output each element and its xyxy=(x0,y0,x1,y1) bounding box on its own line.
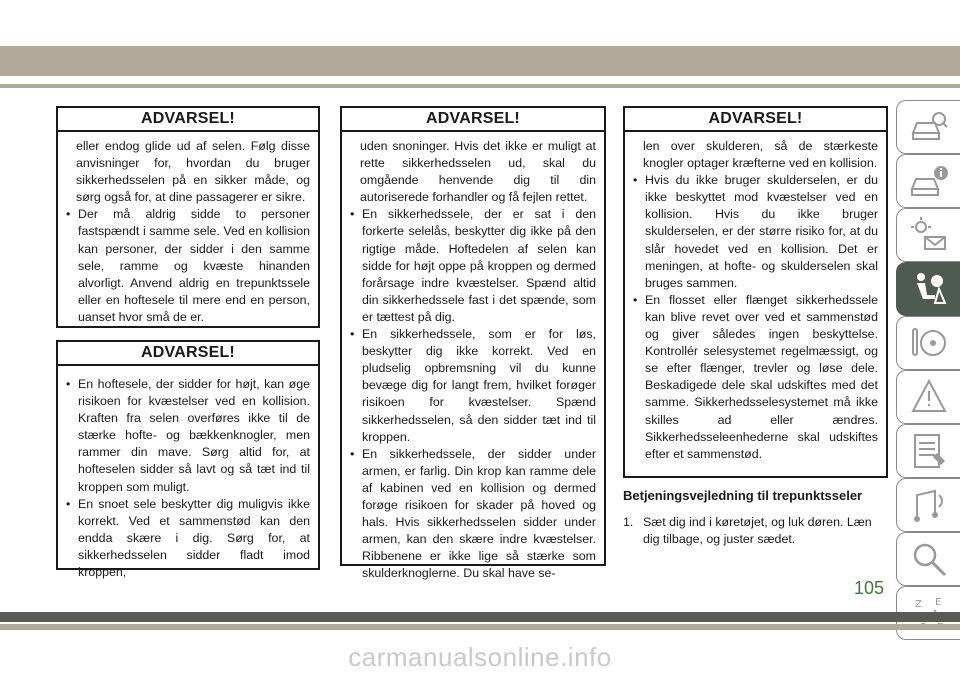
warning-bullet: • Hvis du ikke bruger skulderselen, er du ikke beskyttet mod kvæstelser ved en kollision. Hvis du ikke bruger skulderselen, er der større risiko for, at du slår hovedet ved en kollision. Det er meningen, at hofte- og skulderselen skal bruges sammen. xyxy=(633,172,878,292)
car-info-icon[interactable] xyxy=(896,154,960,208)
top-margin xyxy=(0,0,960,44)
warning-bullet: • En sikkerhedssele, som er for løs, beskytter dig ikke korrekt. Ved en pludselig opbremsning vil du kunne bevæge dig for langt frem, hvilket forøger risikoen for kvæstelser. Spænd sikkerhedsselen, så den sidder tæt ind til kroppen. xyxy=(350,326,596,446)
warning-bullet: • En flosset eller flænget sikkerhedssele kan blive revet over ved et sammenstød og giver således ingen beskyttelse. Kontrollér selesystemet regelmæssigt, og se efter flænger, trevler og løse dele. Beskadigede dele skal udskiftes med det samme. Sikkerhedsselesystemet må ikke skilles ad eller ændres. Sikkerhedsseleenhederne skal udskiftes efter et sammenstød. xyxy=(633,292,878,463)
warning-title: ADVARSEL! xyxy=(58,342,318,366)
warning-text: len over skulderen, så de stærkeste knogler optager kræfterne ved en kollision. xyxy=(643,139,878,171)
step-item xyxy=(623,514,888,548)
warning-title: ADVARSEL! xyxy=(58,108,318,132)
warning-title: ADVARSEL! xyxy=(342,108,604,132)
steering-controls-icon[interactable] xyxy=(896,316,960,370)
warning-text: uden snoninger. Hvis det ikke er muligt at rette sikkerhedsselen ud, skal du omgående henvende dig til din autoriserede forhandler og få fejlen rettet. xyxy=(360,139,596,205)
footer-rule xyxy=(0,624,960,630)
header-rule xyxy=(0,84,960,88)
page-number: 105 xyxy=(854,578,885,598)
warning-bullet: • En sikkerhedssele, der sidder under armen, er farlig. Din krop kan ramme dele af kabinen ved en kollision og dermed forøge risikoen for skader på hoved og hals. Hvis sikkerhedsselen sidder under armen, kan den skære indre kvæstelser. Ribbenene er ikke lige så stærke som skulderknoglerne. Du skal have se- xyxy=(350,446,596,583)
footer-strip xyxy=(0,612,960,622)
warning-title: ADVARSEL! xyxy=(625,108,886,132)
header-strip xyxy=(0,46,960,76)
warning-bullet: • En snoet sele beskytter dig muligvis ikke korrekt. Ved et sammenstød kan den endda skære i dig. Sørg for, at sikkerhedsselen sidder fladt imod kroppen, xyxy=(66,496,310,581)
warning-bullet: • En hoftesele, der sidder for højt, kan øge risikoen for kvæstelser ved en kollision. Kraften fra selen overføres ikke til de stærke hofte- og bækkenknogler, men rammer din mave. Sørg altid for, at hofteselen sidder så lavt og så tæt ind til kroppen som muligt. xyxy=(66,376,310,496)
section-heading: Betjeningsvejledning til trepunktsseler xyxy=(623,488,863,503)
warning-triangle-icon[interactable] xyxy=(896,370,960,424)
watermark: carmanualsonline.info xyxy=(348,642,612,672)
svg-text:E: E xyxy=(934,597,941,608)
car-search-icon[interactable] xyxy=(896,100,960,154)
service-checklist-icon[interactable] xyxy=(896,424,960,478)
step-text: Sæt dig ind i køretøjet, og luk døren. Læn dig tilbage, og juster sædet. xyxy=(643,515,872,547)
search-icon[interactable] xyxy=(896,532,960,586)
warning-box-2 xyxy=(56,340,320,580)
warning-bullet: • Der må aldrig sidde to personer fastspændt i samme sele. Ved en kollision kan personer, der sidder i den samme sele, ramme og kvæste hinanden alvorligt. Anvend aldrig en trepunktssele eller en hoftesele til mere end en person, uanset hvor små de er. xyxy=(66,206,310,326)
warning-box-4 xyxy=(623,106,888,478)
warning-box-1 xyxy=(56,106,320,328)
svg-text:Z: Z xyxy=(914,599,922,610)
warning-lights-message-icon[interactable] xyxy=(896,208,960,262)
warning-box-3 xyxy=(340,106,606,581)
seat-airbag-safety-icon[interactable] xyxy=(896,262,960,316)
multimedia-icon[interactable] xyxy=(896,478,960,532)
warning-text: eller endog glide ud af selen. Følg disse anvisninger for, hvordan du bruger sikkerhedsselen på en sikker måde, og sørg også for, at dine passagerer er sikre. xyxy=(76,139,310,205)
step-number: 1. xyxy=(623,515,634,529)
warning-bullet: • En sikkerhedssele, der er sat i den forkerte selelås, beskytter dig ikke på den rigtige måde. Hoftedelen af selen kan sidde for højt oppe på kroppen og dermed forårsage indre kvæstelser. Spænd altid din sikkerhedssele fast i det spænde, som er tættest på dig. xyxy=(350,206,596,326)
